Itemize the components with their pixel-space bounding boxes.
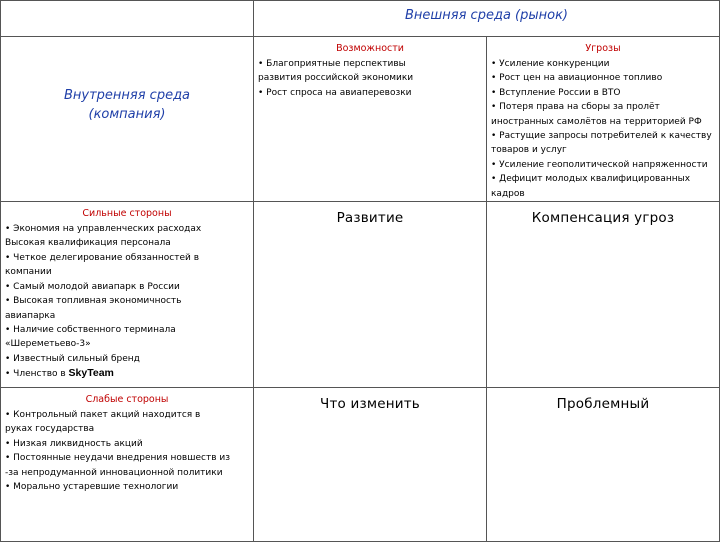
list-item: развития российской экономики [258,73,414,84]
list-item: • Высокая топливная экономичность [5,296,182,307]
list-item: • Вступление России в ВТО [491,87,621,98]
list-item: товаров и услуг [491,145,567,156]
list-item: • Наличие собственного терминала [5,324,176,335]
list-item [5,366,249,381]
quadrant-st: Компенсация угроз [487,202,720,388]
list-item: • Экономия на управленческих расходах [5,224,202,235]
list-item: • Усиление геополитической напряженности [491,159,708,170]
list-item: • Рост спроса на авиаперевозки [258,87,412,98]
skyteam-prefix: • Членство в [5,369,69,380]
threats-list [487,57,719,201]
quadrant-wo: Что изменить [254,388,487,542]
quadrant-wt: Проблемный [487,388,720,542]
strengths-list [1,222,253,381]
list-item: кадров [491,188,525,199]
list-item: • Усиление конкуренции [491,59,610,69]
external-environment-header: Внешняя среда (рынок) [254,1,720,37]
list-item: • Известный сильный бренд [5,353,140,364]
quadrant-so: Развитие [254,202,487,388]
threats-title: Угрозы [585,43,621,54]
weaknesses-cell [1,388,254,542]
strengths-cell [1,202,254,388]
weaknesses-list [1,408,253,494]
list-item: • Благоприятные перспективы [258,59,406,69]
list-item: • Четкое делегирование обязанностей в [5,252,200,263]
list-item: • Контрольный пакет акций находится в [5,410,201,421]
internal-header-line2: (компания) [88,107,166,122]
skyteam-brand: SkyTeam [68,367,114,380]
internal-environment-header [1,37,254,202]
internal-header-line1: Внутренняя среда [63,88,191,103]
threats-cell [487,37,720,202]
strengths-title: Сильные стороны [82,208,172,220]
list-item: • Растущие запросы потребителей к качеству [491,131,712,142]
empty-corner-cell [1,1,254,37]
list-item: • Постоянные неудачи внедрения новшеств из [5,453,231,464]
list-item: иностранных самолётов на территорией РФ [491,116,702,127]
list-item: • Рост цен на авиационное топливо [491,73,663,84]
weaknesses-title: Слабые стороны [85,394,169,406]
list-item: • Потеря права на сборы за пролёт [491,102,660,113]
opportunities-cell [254,37,487,202]
list-item: руках государства [5,424,95,435]
list-item: • Самый молодой авиапарк в России [5,281,180,292]
list-item: • Дефицит молодых квалифицированных [491,174,691,185]
list-item: компании [5,267,52,278]
list-item: -за непродуманной инновационной политики [5,467,223,478]
list-item: • Морально устаревшие технологии [5,482,179,493]
list-item: авиапарка [5,310,56,321]
opportunities-title: Возможности [336,43,404,54]
list-item: «Шереметьево-3» [5,339,91,350]
list-item: • Низкая ликвидность акций [5,438,143,449]
opportunities-list [254,57,486,100]
list-item: Высокая квалификация персонала [5,238,171,249]
